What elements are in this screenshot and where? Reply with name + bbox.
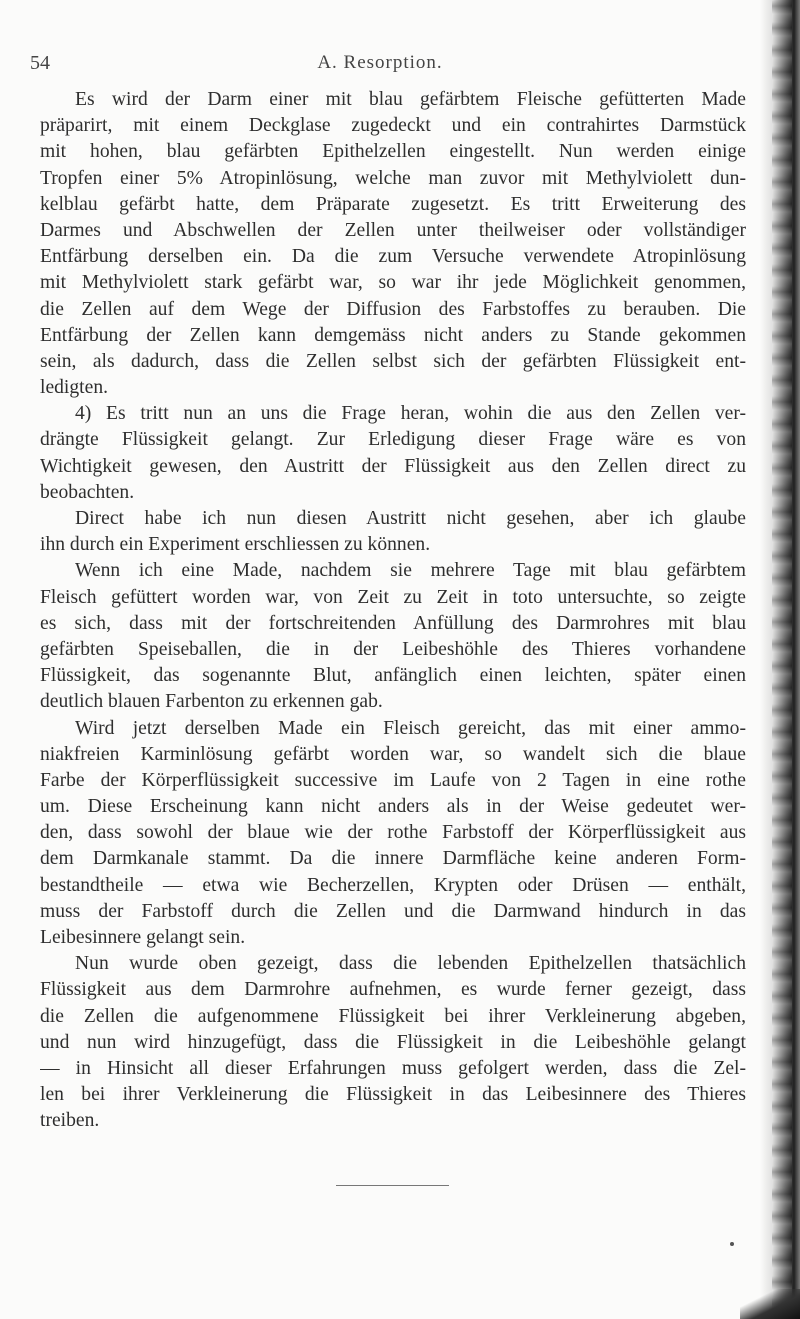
page-edge-texture (772, 0, 792, 1319)
text-line: muss der Farbstoff durch die Zellen und die Darmwand hindurch in das (40, 900, 746, 922)
running-title: A. Resorption. (317, 52, 443, 73)
text-line: mit hohen, blau gefärbten Epithelzellen eingestellt. Nun werden einige (40, 141, 746, 163)
page-corner-shadow (740, 1289, 800, 1319)
text-line: Entfärbung der Zellen kann demgemäss nicht anders zu Stande gekommen (40, 324, 746, 346)
page-number: 54 (30, 52, 50, 74)
text-line: Direct habe ich nun diesen Austritt nicht gesehen, aber ich glaube (75, 508, 746, 529)
text-line: um. Diese Erscheinung kann nicht anders als in der Weise gedeutet wer- (40, 796, 746, 818)
body-text (40, 87, 746, 1135)
text-line: die Zellen auf dem Wege der Diffusion des Farbstoffes zu berauben. Die (40, 298, 746, 320)
text-line: — in Hinsicht all dieser Erfahrungen muss gefolgert werden, dass die Zel- (40, 1057, 746, 1079)
page-header (30, 52, 730, 82)
text-line: Farbe der Körperflüssigkeit successive im Laufe von 2 Tagen in eine rothe (40, 769, 746, 791)
text-line: Darmes und Abschwellen der Zellen unter theilweiser oder vollständiger (40, 219, 746, 241)
text-line: die Zellen die aufgenommene Flüssigkeit bei ihrer Verkleinerung abgeben, (40, 1005, 746, 1027)
text-line: mit Methylviolett stark gefärbt war, so war ihr jede Möglichkeit genommen, (40, 272, 746, 294)
text-line: Nun wurde oben gezeigt, dass die lebenden Epithelzellen thatsächlich (75, 953, 746, 975)
text-line: Tropfen einer 5% Atropinlösung, welche man zuvor mit Methylviolett dun- (40, 167, 746, 189)
text-line: beobachten. (40, 481, 135, 503)
text-line: dem Darmkanale stammt. Da die innere Darmfläche keine anderen Form- (40, 848, 746, 870)
text-line: 4) Es tritt nun an uns die Frage heran, wohin die aus den Zellen ver- (75, 403, 746, 425)
text-line: Flüssigkeit, das sogenannte Blut, anfänglich einen leichten, später einen (40, 665, 746, 687)
text-line: Flüssigkeit aus dem Darmrohre aufnehmen, es wurde ferner gezeigt, dass (40, 979, 746, 1001)
print-speck (730, 1242, 734, 1246)
text-line: Wird jetzt derselben Made ein Fleisch gereicht, das mit einer ammo- (75, 717, 746, 739)
text-line: sein, als dadurch, dass die Zellen selbst sich der gefärbten Flüssigkeit ent- (40, 350, 746, 372)
text-line: deutlich blauen Farbenton zu erkennen gab. (40, 691, 383, 713)
text-line: es sich, dass mit der fortschreitenden Anfüllung des Darmrohres mit blau (40, 612, 746, 634)
text-line: ihn durch ein Experiment erschliessen zu können. (40, 534, 431, 556)
text-line: Es wird der Darm einer mit blau gefärbtem Fleische gefütterten Made (75, 89, 746, 110)
text-line: Entfärbung derselben ein. Da die zum Versuche verwendete Atropinlösung (40, 246, 746, 268)
text-line: gefärbten Speiseballen, die in der Leibeshöhle des Thieres vorhandene (40, 638, 746, 660)
text-line: treiben. (40, 1110, 100, 1132)
text-line: präparirt, mit einem Deckglase zugedeckt und ein contrahirtes Darmstück (40, 115, 746, 137)
text-line: Wichtigkeit gewesen, den Austritt der Flüssigkeit aus den Zellen direct zu (40, 455, 746, 477)
section-divider (336, 1185, 449, 1186)
text-line: kelblau gefärbt hatte, dem Präparate zugesetzt. Es tritt Erweiterung des (40, 193, 746, 215)
text-line: drängte Flüssigkeit gelangt. Zur Erledigung dieser Frage wäre es von (40, 429, 746, 451)
text-line: Fleisch gefüttert worden war, von Zeit zu Zeit in toto untersuchte, so zeigte (40, 586, 746, 608)
text-line: len bei ihrer Verkleinerung die Flüssigkeit in das Leibesinnere des Thieres (40, 1084, 746, 1106)
text-line: Leibesinnere gelangt sein. (40, 927, 246, 948)
text-line: und nun wird hinzugefügt, dass die Flüssigkeit in die Leibeshöhle gelangt (40, 1031, 746, 1053)
text-line: den, dass sowohl der blaue wie der rothe Farbstoff der Körperflüssigkeit aus (40, 822, 746, 844)
text-line: ledigten. (40, 377, 109, 399)
text-line: niakfreien Karminlösung gefärbt worden war, so wandelt sich die blaue (40, 743, 746, 765)
text-line: bestandtheile — etwa wie Becherzellen, Krypten oder Drüsen — enthält, (40, 874, 746, 896)
text-line: Wenn ich eine Made, nachdem sie mehrere Tage mit blau gefärbtem (75, 560, 746, 582)
